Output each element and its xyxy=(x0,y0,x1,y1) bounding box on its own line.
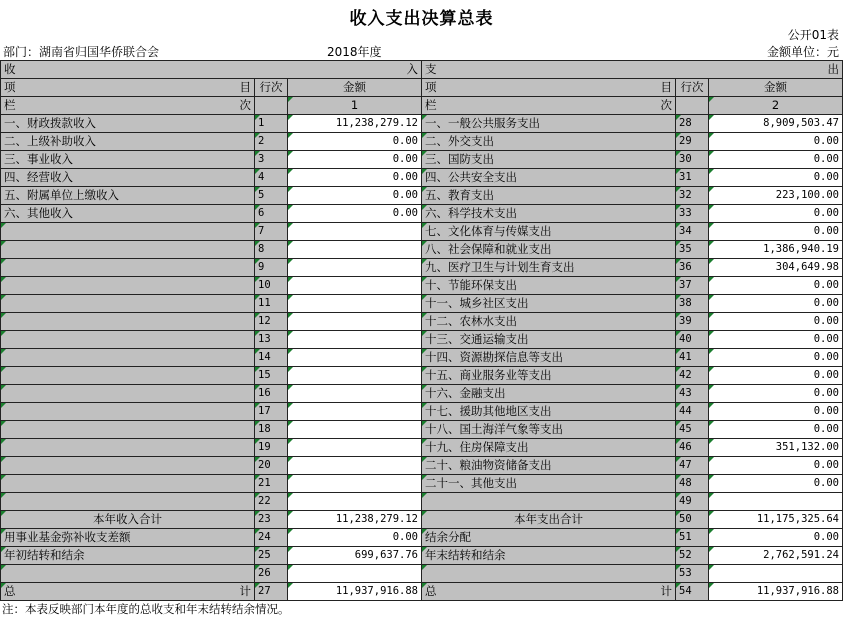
expense-line-number: 40 xyxy=(676,331,709,349)
table-row xyxy=(1,259,843,277)
income-line-number: 12 xyxy=(255,313,288,331)
income-amount: 0.00 xyxy=(288,529,422,547)
expense-amount-header: 金额 xyxy=(709,79,843,97)
expense-amount: 0.00 xyxy=(709,205,843,223)
expense-line-number: 41 xyxy=(676,349,709,367)
table-row xyxy=(1,331,843,349)
income-amount xyxy=(288,493,422,511)
expense-line-number: 45 xyxy=(676,421,709,439)
expense-item-label: 十六、金融支出 xyxy=(422,385,676,403)
expense-amount xyxy=(709,493,843,511)
expense-amount: 351,132.00 xyxy=(709,439,843,457)
expense-item-label: 九、医疗卫生与计划生育支出 xyxy=(422,259,676,277)
expense-line-number: 47 xyxy=(676,457,709,475)
expense-line-number: 30 xyxy=(676,151,709,169)
expense-line-number: 34 xyxy=(676,223,709,241)
expense-amount: 0.00 xyxy=(709,529,843,547)
income-amount: 0.00 xyxy=(288,205,422,223)
income-item-label xyxy=(1,277,255,295)
income-line-number: 6 xyxy=(255,205,288,223)
income-line-number: 20 xyxy=(255,457,288,475)
expense-total-line: 54 xyxy=(676,583,709,601)
income-amount xyxy=(288,457,422,475)
income-amount xyxy=(288,475,422,493)
expense-line-number: 31 xyxy=(676,169,709,187)
expense-line-number: 46 xyxy=(676,439,709,457)
income-item-label xyxy=(1,403,255,421)
expense-line-number: 48 xyxy=(676,475,709,493)
table-row xyxy=(1,421,843,439)
expense-line-number: 53 xyxy=(676,565,709,583)
table-row xyxy=(1,403,843,421)
income-item-label xyxy=(1,475,255,493)
income-line-number: 5 xyxy=(255,187,288,205)
summary-row xyxy=(1,529,843,547)
expense-item-label: 十、节能环保支出 xyxy=(422,277,676,295)
income-line-number: 22 xyxy=(255,493,288,511)
expense-item-label: 十七、援助其他地区支出 xyxy=(422,403,676,421)
income-item-label xyxy=(1,331,255,349)
expense-line-number: 51 xyxy=(676,529,709,547)
income-item-label: 五、附属单位上缴收入 xyxy=(1,187,255,205)
income-line-number: 16 xyxy=(255,385,288,403)
income-amount: 699,637.76 xyxy=(288,547,422,565)
expense-amount: 223,100.00 xyxy=(709,187,843,205)
income-col-label: 栏 次 xyxy=(1,97,255,115)
expense-amount: 0.00 xyxy=(709,421,843,439)
income-line-number: 17 xyxy=(255,403,288,421)
expense-summary-label: 本年支出合计 xyxy=(422,511,676,529)
table-row xyxy=(1,187,843,205)
income-total-label: 总 计 xyxy=(1,583,255,601)
income-item-label xyxy=(1,421,255,439)
expense-amount: 0.00 xyxy=(709,223,843,241)
income-amount xyxy=(288,421,422,439)
expense-line-header: 行次 xyxy=(676,79,709,97)
income-item-header: 项 目 xyxy=(1,79,255,97)
summary-row xyxy=(1,565,843,583)
expense-item-label: 四、公共安全支出 xyxy=(422,169,676,187)
table-row xyxy=(1,223,843,241)
income-amount-header: 金额 xyxy=(288,79,422,97)
expense-item-label: 十二、农林水支出 xyxy=(422,313,676,331)
report-title: 收入支出决算总表 xyxy=(349,9,494,29)
income-item-label xyxy=(1,349,255,367)
expense-summary-label: 结余分配 xyxy=(422,529,676,547)
income-amount xyxy=(288,349,422,367)
income-item-label xyxy=(1,259,255,277)
income-item-label xyxy=(1,457,255,475)
income-line-number: 1 xyxy=(255,115,288,133)
expense-item-header: 项 目 xyxy=(422,79,676,97)
expense-col-label: 栏 次 xyxy=(422,97,676,115)
income-amount xyxy=(288,439,422,457)
table-row xyxy=(1,169,843,187)
expense-line-number: 28 xyxy=(676,115,709,133)
expense-line-number: 32 xyxy=(676,187,709,205)
table-row xyxy=(1,151,843,169)
expense-item-label: 十四、资源勘探信息等支出 xyxy=(422,349,676,367)
income-amount: 11,238,279.12 xyxy=(288,511,422,529)
income-line-number: 2 xyxy=(255,133,288,151)
expense-line-number: 49 xyxy=(676,493,709,511)
income-item-label xyxy=(1,439,255,457)
expense-total-label: 总 计 xyxy=(422,583,676,601)
expense-line-number: 52 xyxy=(676,547,709,565)
income-section-header: 收 入 xyxy=(1,61,422,79)
income-line-number: 24 xyxy=(255,529,288,547)
expense-amount: 0.00 xyxy=(709,385,843,403)
table-row xyxy=(1,457,843,475)
income-amount xyxy=(288,385,422,403)
amount-unit: 金额单位：元 xyxy=(766,45,839,59)
table-row xyxy=(1,385,843,403)
income-amount xyxy=(288,241,422,259)
expense-section-header: 支 出 xyxy=(422,61,843,79)
table-row xyxy=(1,367,843,385)
income-item-label xyxy=(1,313,255,331)
table-row xyxy=(1,277,843,295)
expense-amount: 8,909,503.47 xyxy=(709,115,843,133)
expense-amount: 11,175,325.64 xyxy=(709,511,843,529)
income-line-number: 4 xyxy=(255,169,288,187)
income-item-label xyxy=(1,223,255,241)
income-summary-label: 年初结转和结余 xyxy=(1,547,255,565)
expense-item-label: 一、一般公共服务支出 xyxy=(422,115,676,133)
expense-line-number: 37 xyxy=(676,277,709,295)
expense-amount: 2,762,591.24 xyxy=(709,547,843,565)
table-row xyxy=(1,349,843,367)
table-row xyxy=(1,313,843,331)
income-line-number: 14 xyxy=(255,349,288,367)
expense-item-label: 六、科学技术支出 xyxy=(422,205,676,223)
income-summary-label: 本年收入合计 xyxy=(1,511,255,529)
income-amount xyxy=(288,313,422,331)
income-amount xyxy=(288,277,422,295)
income-expense-table xyxy=(0,60,843,601)
income-line-number: 19 xyxy=(255,439,288,457)
expense-item-label: 三、国防支出 xyxy=(422,151,676,169)
expense-item-label: 八、社会保障和就业支出 xyxy=(422,241,676,259)
expense-line-number: 35 xyxy=(676,241,709,259)
table-row xyxy=(1,475,843,493)
income-line-number: 23 xyxy=(255,511,288,529)
expense-amount: 0.00 xyxy=(709,151,843,169)
income-amount: 0.00 xyxy=(288,133,422,151)
expense-amount: 1,386,940.19 xyxy=(709,241,843,259)
income-amount: 0.00 xyxy=(288,151,422,169)
income-amount xyxy=(288,403,422,421)
expense-line-number: 42 xyxy=(676,367,709,385)
income-item-label xyxy=(1,295,255,313)
expense-line-number: 39 xyxy=(676,313,709,331)
department-label: 部门：湖南省归国华侨联合会 xyxy=(3,45,160,59)
table-row xyxy=(1,241,843,259)
income-amount xyxy=(288,367,422,385)
expense-summary-label xyxy=(422,565,676,583)
header-row-columns xyxy=(1,79,843,97)
expense-item-label: 十九、住房保障支出 xyxy=(422,439,676,457)
expense-summary-label: 年末结转和结余 xyxy=(422,547,676,565)
table-row xyxy=(1,493,843,511)
income-amount xyxy=(288,565,422,583)
expense-item-label xyxy=(422,493,676,511)
table-row xyxy=(1,205,843,223)
form-code: 公开01表 xyxy=(787,28,839,42)
income-total-line: 27 xyxy=(255,583,288,601)
total-row xyxy=(1,583,843,601)
expense-amount: 0.00 xyxy=(709,295,843,313)
header-row-col-numbers xyxy=(1,97,843,115)
income-amount: 0.00 xyxy=(288,169,422,187)
expense-item-label: 二十一、其他支出 xyxy=(422,475,676,493)
expense-amount: 0.00 xyxy=(709,277,843,295)
income-col-number: 1 xyxy=(288,97,422,115)
income-line-number: 3 xyxy=(255,151,288,169)
expense-item-label: 二、外交支出 xyxy=(422,133,676,151)
expense-item-label: 二十、粮油物资储备支出 xyxy=(422,457,676,475)
income-amount xyxy=(288,331,422,349)
income-summary-label: 用事业基金弥补收支差额 xyxy=(1,529,255,547)
income-item-label xyxy=(1,385,255,403)
table-row xyxy=(1,439,843,457)
expense-amount: 0.00 xyxy=(709,169,843,187)
income-line-number: 26 xyxy=(255,565,288,583)
expense-item-label: 五、教育支出 xyxy=(422,187,676,205)
income-total-amount: 11,937,916.88 xyxy=(288,583,422,601)
income-line-number: 15 xyxy=(255,367,288,385)
income-amount: 0.00 xyxy=(288,187,422,205)
income-item-label: 三、事业收入 xyxy=(1,151,255,169)
income-item-label xyxy=(1,367,255,385)
expense-item-label: 十一、城乡社区支出 xyxy=(422,295,676,313)
expense-line-number: 36 xyxy=(676,259,709,277)
table-row xyxy=(1,115,843,133)
income-line-number: 11 xyxy=(255,295,288,313)
income-line-number: 25 xyxy=(255,547,288,565)
income-line-number: 13 xyxy=(255,331,288,349)
expense-item-label: 十五、商业服务业等支出 xyxy=(422,367,676,385)
expense-item-label: 十三、交通运输支出 xyxy=(422,331,676,349)
income-summary-label xyxy=(1,565,255,583)
expense-line-number: 43 xyxy=(676,385,709,403)
expense-item-label: 七、文化体育与传媒支出 xyxy=(422,223,676,241)
expense-amount: 0.00 xyxy=(709,331,843,349)
expense-amount xyxy=(709,565,843,583)
table-row xyxy=(1,133,843,151)
expense-total-amount: 11,937,916.88 xyxy=(709,583,843,601)
income-item-label: 六、其他收入 xyxy=(1,205,255,223)
expense-amount: 0.00 xyxy=(709,349,843,367)
summary-row xyxy=(1,547,843,565)
expense-amount: 0.00 xyxy=(709,367,843,385)
income-item-label: 二、上级补助收入 xyxy=(1,133,255,151)
income-item-label xyxy=(1,241,255,259)
income-item-label: 四、经营收入 xyxy=(1,169,255,187)
income-line-number: 7 xyxy=(255,223,288,241)
income-line-number: 10 xyxy=(255,277,288,295)
income-line-number: 9 xyxy=(255,259,288,277)
income-amount xyxy=(288,259,422,277)
income-line-number: 21 xyxy=(255,475,288,493)
expense-line-number: 33 xyxy=(676,205,709,223)
expense-amount: 0.00 xyxy=(709,313,843,331)
expense-line-number: 50 xyxy=(676,511,709,529)
expense-amount: 0.00 xyxy=(709,475,843,493)
expense-item-label: 十八、国土海洋气象等支出 xyxy=(422,421,676,439)
expense-line-number: 44 xyxy=(676,403,709,421)
expense-col-number: 2 xyxy=(709,97,843,115)
table-row xyxy=(1,295,843,313)
summary-row xyxy=(1,511,843,529)
expense-line-number: 38 xyxy=(676,295,709,313)
income-line-header: 行次 xyxy=(255,79,288,97)
income-amount xyxy=(288,295,422,313)
expense-amount: 0.00 xyxy=(709,457,843,475)
income-amount xyxy=(288,223,422,241)
header-row-sections xyxy=(1,61,843,79)
expense-amount: 304,649.98 xyxy=(709,259,843,277)
income-line-number: 18 xyxy=(255,421,288,439)
report-year: 2018年度 xyxy=(327,45,382,59)
expense-amount: 0.00 xyxy=(709,133,843,151)
footnote: 注：本表反映部门本年度的总收支和年末结转结余情况。 xyxy=(2,602,290,616)
expense-amount: 0.00 xyxy=(709,403,843,421)
income-item-label: 一、财政拨款收入 xyxy=(1,115,255,133)
expense-line-number: 29 xyxy=(676,133,709,151)
income-item-label xyxy=(1,493,255,511)
income-amount: 11,238,279.12 xyxy=(288,115,422,133)
income-line-number: 8 xyxy=(255,241,288,259)
